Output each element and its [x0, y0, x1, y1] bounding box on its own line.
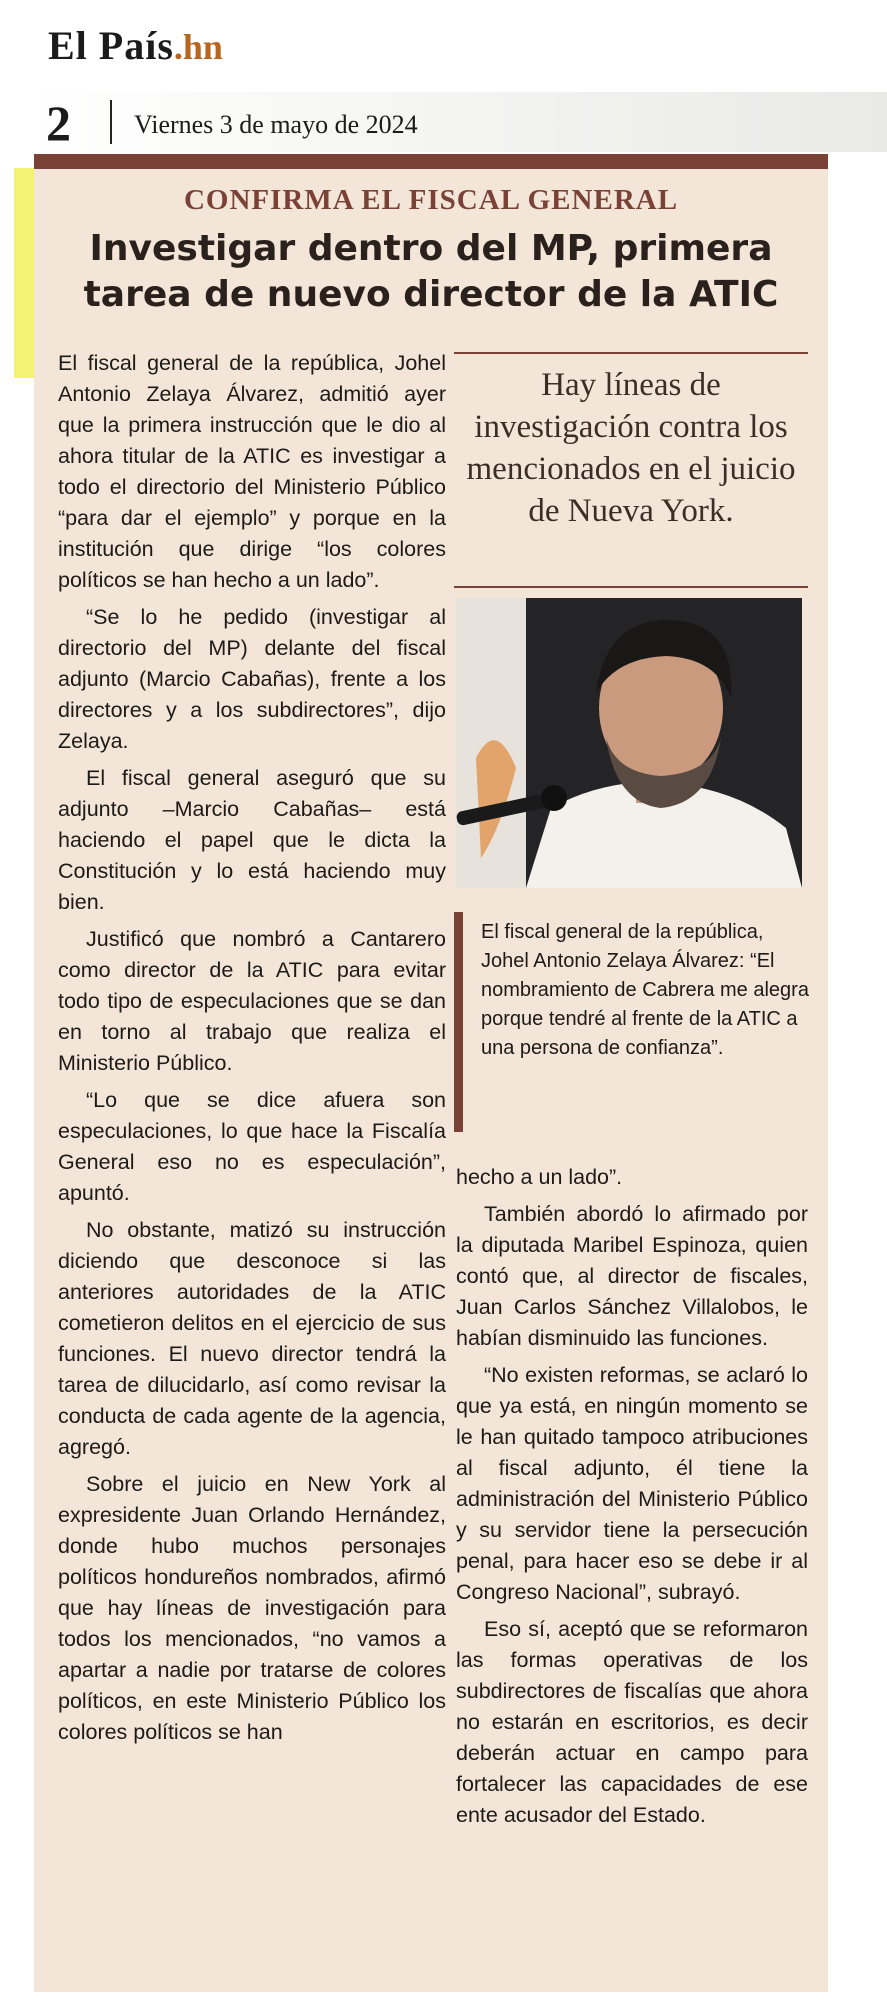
photo-caption: El fiscal general de la república, Johel Antonio Zelaya Álvarez: “El nombramiento de Cabrera me alegra porque tendré al frente de la ATIC a una persona de confianza”.	[481, 921, 809, 1059]
paragraph: “Se lo he pedido (investigar al directorio del MP) delante del fiscal adjunto (Marcio Cabañas), frente a los directores y a los subdirectores”, dijo Zelaya.	[58, 605, 446, 753]
page-separator	[110, 100, 112, 144]
paragraph: “No existen reformas, se aclaró lo que ya está, en ningún momento se le han quitado tampoco atribuciones al fiscal adjunto, él tiene la administración del Ministerio Público y su servidor tiene la persecución penal, para hacer eso se debe ir al Congreso Nacional”, subrayó.	[456, 1363, 808, 1604]
paragraph: También abordó lo afirmado por la diputada Maribel Espinoza, quien contó que, al director de fiscales, Juan Carlos Sánchez Villalobos, le habían disminuido las funciones.	[456, 1202, 808, 1350]
paragraph: Eso sí, aceptó que se reformaron las formas operativas de los subdirectores de fiscalías que ahora no estarán en escritorios, es decir deberán actuar en campo para fortalecer las capacidades de ese ente acusador del Estado.	[456, 1617, 808, 1827]
paragraph: hecho a un lado”.	[456, 1165, 623, 1189]
left-column	[58, 348, 446, 1988]
page-number: 2	[46, 95, 71, 151]
paragraph: Sobre el juicio en New York al expresidente Juan Orlando Hernández, donde hubo muchos personajes políticos hondureños nombrados, afirmó que hay líneas de investigación para todos los mencionados, “no vamos a apartar a nadie por tratarse de colores políticos, en este Ministerio Público los colores políticos se han	[58, 1472, 446, 1744]
article-headline: Investigar dentro del MP, primera tarea de nuevo director de la ATIC	[83, 228, 779, 315]
page-header-bar	[26, 92, 887, 152]
article-top-bar	[34, 154, 828, 169]
article-photo	[456, 598, 802, 888]
pull-quote: Hay líneas de investigación contra los mencionados en el juicio de Nueva York.	[466, 367, 796, 529]
page-date: Viernes 3 de mayo de 2024	[134, 110, 418, 139]
masthead-name: El País	[48, 23, 174, 68]
paragraph: “Lo que se dice afuera son especulaciones, lo que hace la Fiscalía General eso no es especulación”, apuntó.	[58, 1088, 446, 1205]
paragraph: No obstante, matizó su instrucción diciendo que desconoce si las anteriores autoridades de la ATIC cometieron delitos en el ejercicio de sus funciones. El nuevo director tendrá la tarea de dilucidarlo, así como revisar la conducta de cada agente de la agencia, agregó.	[58, 1218, 446, 1459]
pullquote-top-rule	[454, 352, 808, 354]
paragraph: Justificó que nombró a Cantarero como director de la ATIC para evitar todo tipo de especulaciones que se dan en torno al trabajo que realiza el Ministerio Público.	[58, 927, 446, 1075]
paragraph: El fiscal general aseguró que su adjunto –Marcio Cabañas– está haciendo el papel que le dicta la Constitución y lo está haciendo muy bien.	[58, 766, 446, 914]
right-column	[456, 1162, 808, 1986]
photo-caption-box	[454, 912, 819, 1132]
paragraph: El fiscal general de la república, Johel Antonio Zelaya Álvarez, admitió ayer que la primera instrucción que le dio al ahora titular de la ATIC es investigar a todo el directorio del Ministerio Público “para dar el ejemplo” y porque en la institución que dirige “los colores políticos se han hecho a un lado”.	[58, 351, 446, 592]
masthead	[48, 22, 223, 72]
article	[34, 154, 828, 1992]
pullquote-bottom-rule	[454, 586, 808, 588]
masthead-suffix: .hn	[173, 27, 223, 67]
article-kicker: CONFIRMA EL FISCAL GENERAL	[183, 184, 679, 216]
photo-illustration	[456, 598, 802, 888]
